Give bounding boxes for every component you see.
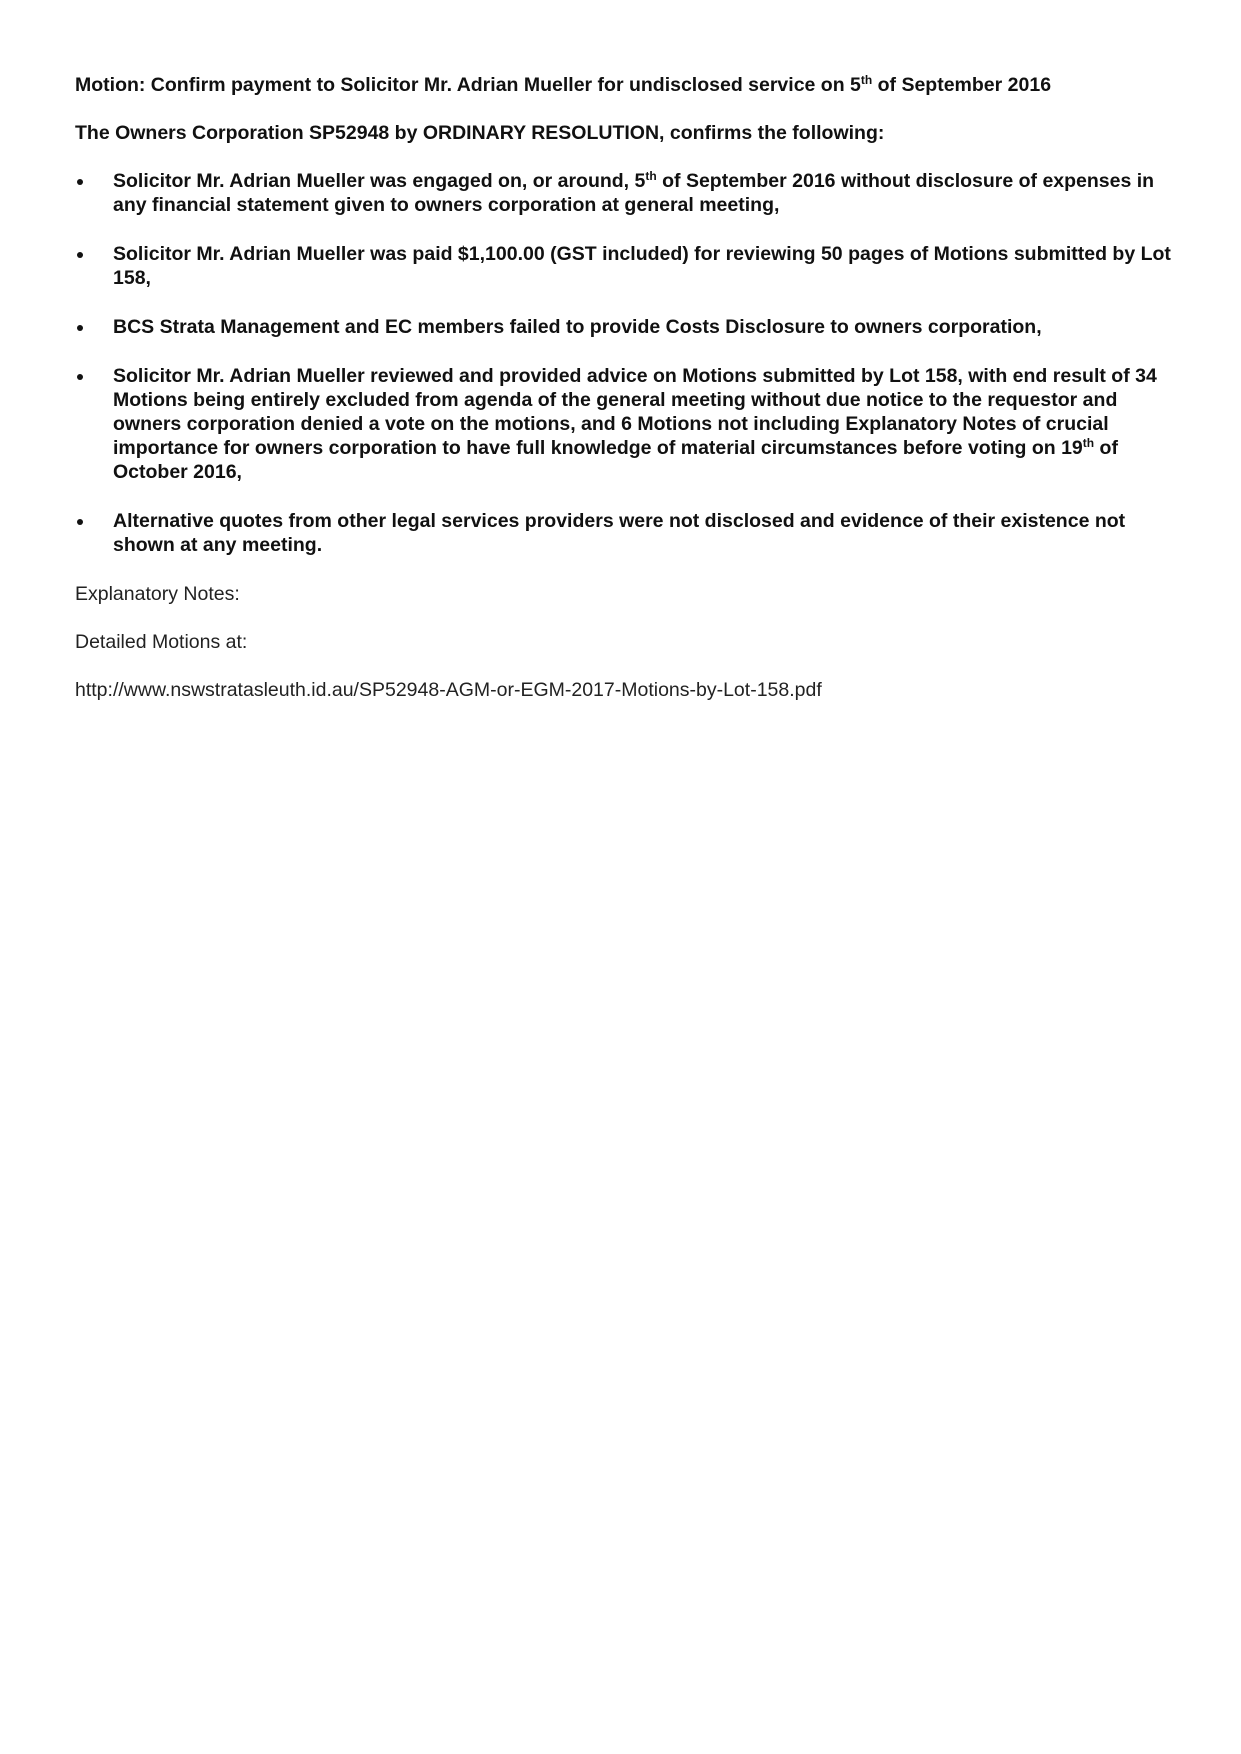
bullet-text-part: Solicitor Mr. Adrian Mueller was engaged on, or around, 5 (113, 170, 646, 192)
bullet-sup: th (1082, 436, 1095, 450)
bullet-text-part: of October 2016, (113, 437, 1118, 483)
explanatory-notes-label: Explanatory Notes: (75, 583, 240, 605)
bullet-icon (77, 179, 83, 185)
bullet-item-payment (75, 242, 1175, 290)
motions-url-line (75, 678, 1175, 702)
motion-title-suffix: of September 2016 (872, 74, 1052, 96)
bullet-sup: th (645, 169, 657, 183)
bullet-item-alternative-quotes (75, 509, 1175, 557)
bullet-text-part: Solicitor Mr. Adrian Mueller reviewed and provided advice on Motions submitted by Lot 158, with end result of 34 Motions being entirely excluded from agenda of the general meeting without due notice to the requestor and owners corporation denied a vote on the motions, and 6 Motions not including Explanatory Notes of crucial importance for owners corporation to have full knowledge of material circumstances before voting on 19 (113, 365, 1157, 459)
motion-title (75, 73, 1175, 97)
bullet-icon (77, 519, 83, 525)
resolution-statement: The Owners Corporation SP52948 by ORDINARY RESOLUTION, confirms the following: (75, 122, 885, 144)
bullet-text-part: Alternative quotes from other legal services providers were not disclosed and evidence of their existence not shown at any meeting. (113, 510, 1126, 556)
resolution-bullet-list (75, 169, 1175, 557)
bullet-item-advice (75, 364, 1175, 484)
bullet-item-costs-disclosure (75, 315, 1175, 339)
bullet-item-engagement (75, 169, 1175, 217)
motions-url-link[interactable]: http://www.nswstratasleuth.id.au/SP52948-AGM-or-EGM-2017-Motions-by-Lot-158.pdf (75, 679, 822, 701)
bullet-icon (77, 374, 83, 380)
motion-title-sup: th (860, 73, 873, 87)
bullet-icon (77, 325, 83, 331)
bullet-text-part: BCS Strata Management and EC members failed to provide Costs Disclosure to owners corporation, (113, 316, 1042, 338)
motion-title-prefix: Motion: Confirm payment to Solicitor Mr. Adrian Mueller for undisclosed service on 5 (75, 74, 861, 96)
bullet-icon (77, 252, 83, 258)
bullet-text-part: of September 2016 without disclosure of expenses in any financial statement given to owners corporation at general meeting, (113, 170, 1155, 216)
document-content (75, 73, 1175, 702)
bullet-text-part: Solicitor Mr. Adrian Mueller was paid $1,100.00 (GST included) for reviewing 50 pages of Motions submitted by Lot 158, (113, 243, 1171, 289)
detailed-motions-label: Detailed Motions at: (75, 631, 248, 653)
